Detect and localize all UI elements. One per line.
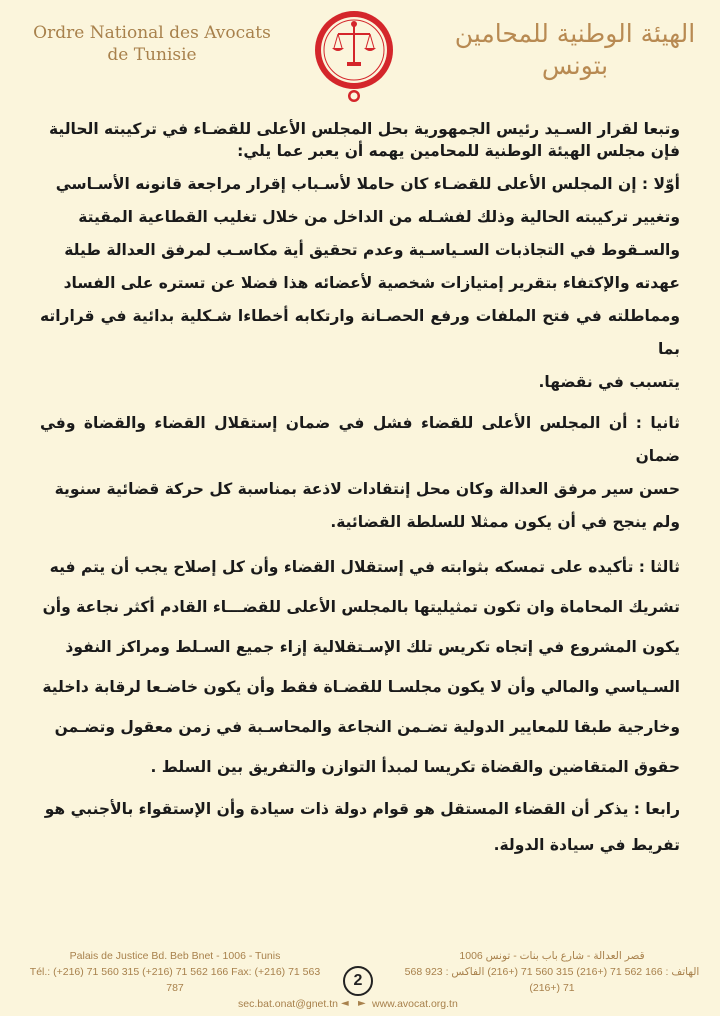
point-two-line-1: ثانيا : أن المجلس الأعلى للقضاء فشل في ضمان إستقلال القضاء والقضاة وفي ضمان [40,414,680,465]
footer-address-fr: Palais de Justice Bd. Beb Bnet - 1006 - Tunis [69,950,281,962]
point-three-line-4: السـياسي والمالي وأن لا يكون مجلسـا للقضـاة فقط وأن يكون خاضـعا لرقابة داخلية [42,678,680,696]
point-four-line-2: تفريط في سيادة الدولة. [493,836,680,854]
intro-line-2: فإن مجلس الهيئة الوطنية للمحامين يهمه أن يعبر عما يلي: [237,142,680,160]
point-two-paragraph [40,407,680,539]
footer-arabic-contact [402,948,702,996]
footer-website[interactable]: www.avocat.org.tn [372,998,458,1010]
intro-line-1: وتبعا لقرار السـيد رئيس الجمهورية بحل المجلس الأعلى للقضـاء في تركيبته الحالية [48,120,680,138]
french-organization-name [22,22,282,66]
french-name-line2: de Tunisie [107,45,197,65]
footer-phones-fr: Tél.: (+216) 71 560 315 (+216) 71 562 166 Fax: (+216) 71 563 787 [29,966,321,994]
arrow-left-icon: ◄ [341,998,349,1009]
arabic-name-line1: الهيئة الوطنية للمحامين [454,19,696,48]
point-two-line-3: ولم ينجح في أن يكون ممثلا للسلطة القضائية. [330,513,680,531]
scales-of-justice-emblem-icon [312,4,396,104]
point-three-line-1: ثالثا : تأكيده على تمسكه بثوابته في إستقلال القضاء وأن كل إصلاح يجب أن يتم فيه [49,558,680,576]
footer-email[interactable]: sec.bat.onat@gnet.tn [238,998,338,1010]
letterhead [0,0,720,108]
footer-phones-ar: الهاتف : 166 562 71 (+216) 315 560 71 (+216) الفاكس : 923 568 71 (+216) [404,966,700,994]
point-three-paragraph [40,547,680,787]
point-three-line-5: وخارجية طبقا للمعايير الدولية تضـمن النجاعة والمحاسـبة في زمن معقول وتضـمن [54,718,680,736]
footer-address-ar: قصر العدالة - شارع باب بنات - تونس 1006 [459,950,645,962]
point-three-line-2: تشريك المحاماة وان تكون تمثيليتها بالمجلس الأعلى للقضـــاء القادم أكثر نجاعة وأن [42,598,680,616]
point-three-line-3: يكون المشروع في إتجاه تكريس تلك الإسـتقلالية إزاء جميع السـلط ومراكز النفوذ [65,638,680,656]
point-three-line-6: حقوق المتقاضين والقضاة تكريسا لمبدأ التوازن والتفريق بين السلط . [150,758,680,776]
letterhead-footer [0,936,720,1016]
point-one-line-6: يتسبب في نقضها. [538,373,680,391]
point-one-paragraph [40,168,680,399]
point-two-line-2: حسن سير مرفق العدالة وكان محل إنتقادات لاذعة بمناسبة كل حركة قضائية سنوية [54,480,680,498]
arabic-name-line2: بتونس [541,51,609,80]
footer-french-contact [20,948,330,996]
intro-paragraph [40,118,680,162]
point-one-line-1: أوّلا : إن المجلس الأعلى للقضـاء كان حاملا لأسـباب إقرار مراجعة قانونه الأسـاسي [55,175,680,193]
page-number: 2 [343,966,373,996]
point-one-line-5: ومماطلته في فتح الملفات ورفع الحصـانة وارتكابه أخطاءا شـكلية بدائية في قراراته بما [40,307,680,358]
arabic-organization-name [450,18,700,82]
point-one-line-2: وتغيير تركيبته الحالية وذلك لفشـله من الداخل من خلال تغليب القطاعية المقيتة [78,208,680,226]
point-one-line-4: عهدته والإكتفاء بتقرير إمتيازات شخصية لأعضائه هذا فضلا عن تستره على الفساد [63,274,680,292]
arrow-right-icon: ► [358,998,366,1009]
point-four-line-1: رابعا : يذكر أن القضاء المستقل هو قوام دولة ذات سيادة وأن الإستقواء بالأجنبي هو [44,800,680,818]
french-name-line1: Ordre National des Avocats [33,23,271,43]
point-four-paragraph [40,791,680,863]
statement-body [40,118,680,863]
point-one-line-3: والسـقوط في التجاذبات السـياسـية وعدم تحقيق أية مكاسـب لمرفق العدالة طيلة [64,241,680,259]
